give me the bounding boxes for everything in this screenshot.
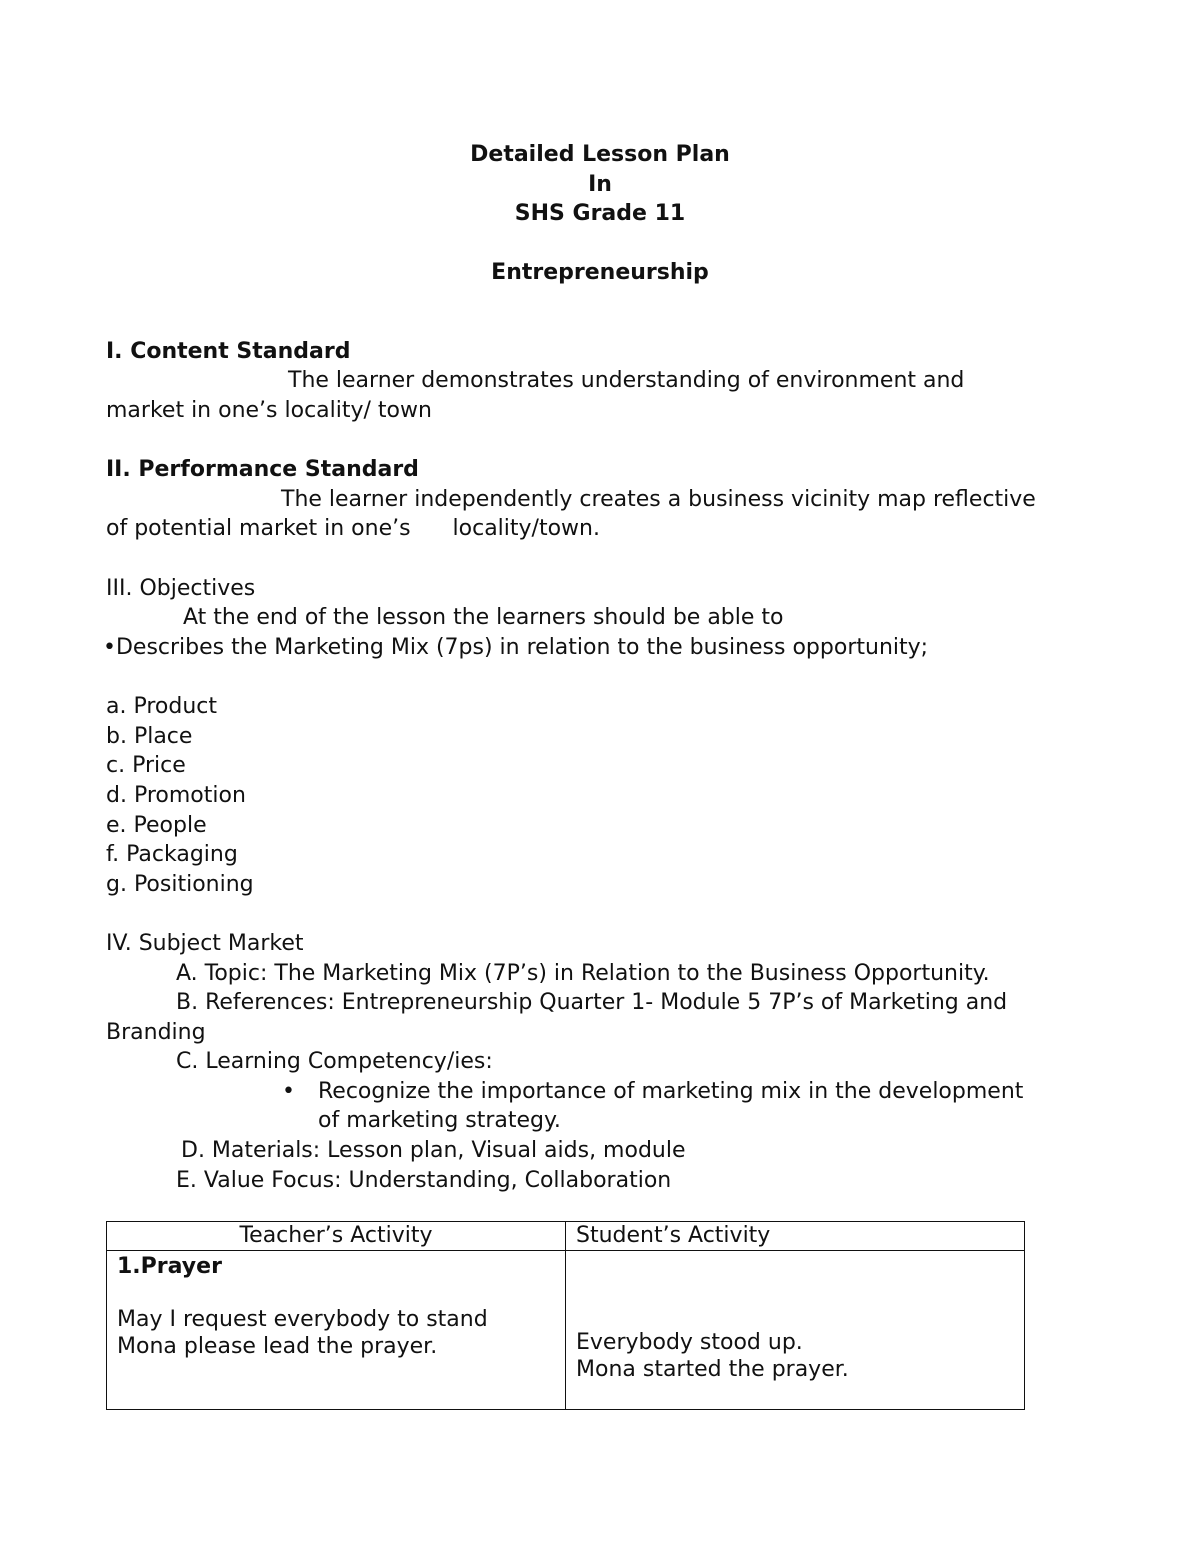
subject-market-topic: A. Topic: The Marketing Mix (7P’s) in Relation to the Business Opportunity. [176, 961, 990, 986]
header-teacher-activity: Teacher’s Activity [107, 1222, 566, 1251]
competency-item-2: of marketing strategy. [318, 1108, 561, 1133]
teacher-line: May I request everybody to stand [117, 1307, 488, 1332]
student-line: Everybody stood up. [576, 1330, 803, 1355]
objectives-bullet: •Describes the Marketing Mix (7ps) in relation to the business opportunity; [103, 635, 929, 660]
doc-grade: SHS Grade 11 [514, 201, 686, 226]
subject-market-references: B. References: Entrepreneurship Quarter 1- Module 5 7P’s of Marketing and [176, 990, 1008, 1015]
subject-market-competency: C. Learning Competency/ies: [176, 1049, 493, 1074]
performance-standard-heading: II. Performance Standard [106, 457, 419, 482]
doc-subject: Entrepreneurship [491, 260, 709, 285]
objective-item: g. Positioning [106, 872, 254, 897]
content-standard-text-2: market in one’s locality/ town [106, 398, 432, 423]
objectives-heading: III. Objectives [106, 576, 256, 601]
table-header-row [107, 1222, 1025, 1251]
objective-item: e. People [106, 813, 207, 838]
subject-market-heading: IV. Subject Market [106, 931, 304, 956]
student-activity-cell [566, 1251, 1025, 1410]
teacher-line: Mona please lead the prayer. [117, 1334, 438, 1359]
subject-market-value-focus: E. Value Focus: Understanding, Collaboration [176, 1168, 672, 1193]
objective-item: c. Price [106, 753, 186, 778]
table-row [107, 1251, 1025, 1410]
objective-item: d. Promotion [106, 783, 246, 808]
objective-item: f. Packaging [106, 842, 238, 867]
subject-market-references-cont: Branding [106, 1020, 206, 1045]
doc-title-in: In [588, 172, 612, 197]
competency-item-1: Recognize the importance of marketing mix in the development [318, 1079, 1024, 1104]
objectives-intro: At the end of the lesson the learners should be able to [183, 605, 784, 630]
content-standard-text-1: The learner demonstrates understanding of environment and [288, 368, 965, 393]
student-line: Mona started the prayer. [576, 1357, 849, 1382]
performance-standard-text-1: The learner independently creates a business vicinity map reflective [281, 487, 1036, 512]
teacher-activity-cell [107, 1251, 566, 1410]
content-standard-heading: I. Content Standard [106, 339, 351, 364]
competency-bullet: • [282, 1079, 295, 1104]
header-student-activity: Student’s Activity [566, 1222, 1025, 1251]
subject-market-materials: D. Materials: Lesson plan, Visual aids, module [181, 1138, 686, 1163]
activity-title: 1.Prayer [117, 1254, 222, 1279]
performance-standard-text-2: of potential market in one’s locality/town. [106, 516, 600, 541]
objective-item: a. Product [106, 694, 217, 719]
doc-title: Detailed Lesson Plan [470, 142, 730, 167]
activity-table [106, 1221, 1025, 1410]
objective-item: b. Place [106, 724, 193, 749]
